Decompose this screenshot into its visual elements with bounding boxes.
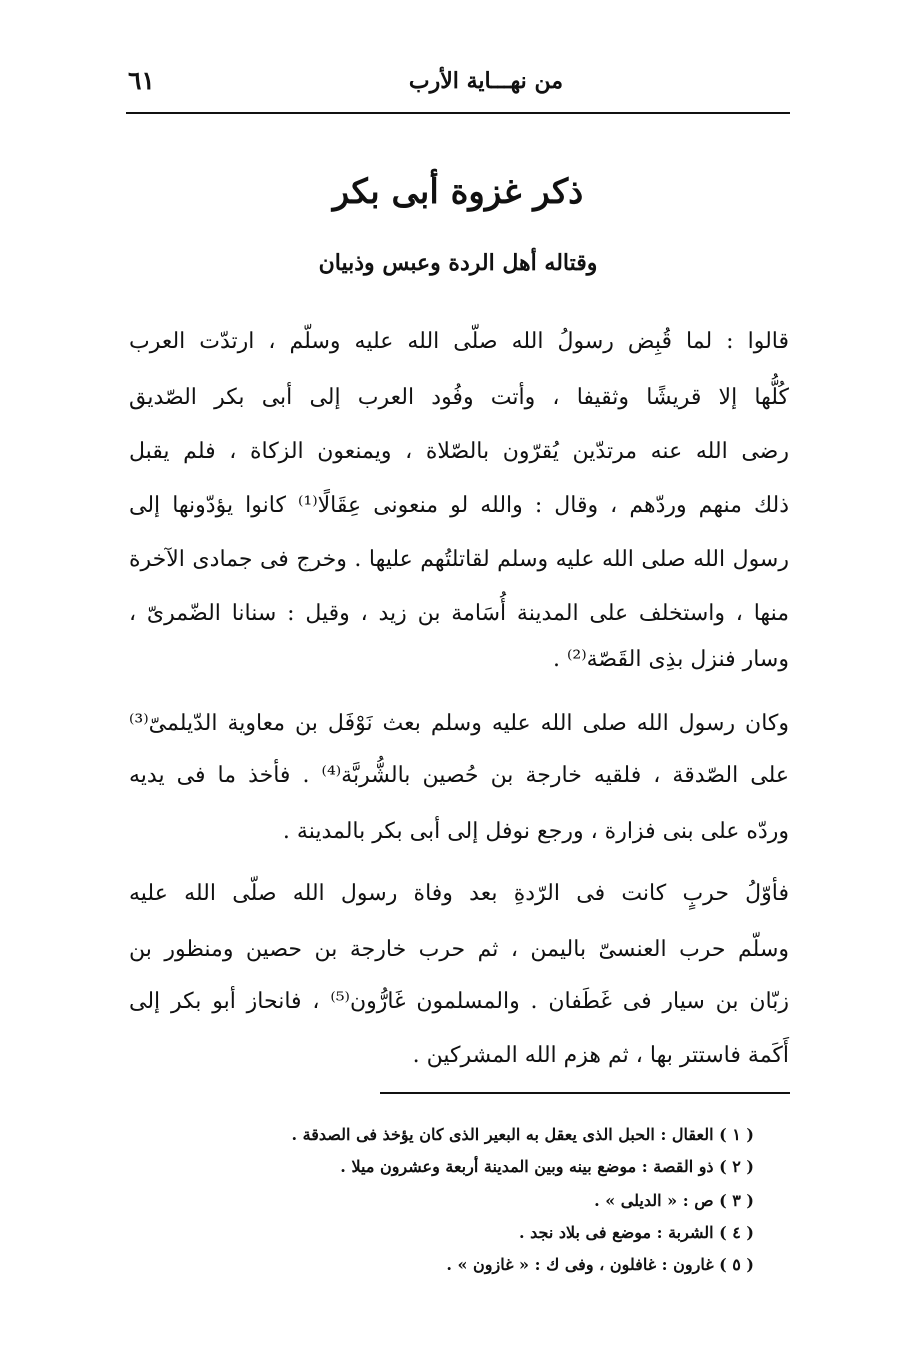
text-line: منها ، واستخلف على المدينة أُسَامة بن زيد ، وقيل : سنانا الضّمرىّ ، <box>129 601 789 626</box>
running-header <box>128 62 788 102</box>
text-line: رسول الله صلى الله عليه وسلم لقاتلتُهم عليها . وخرج فى جمادى الآخرة <box>129 547 789 572</box>
running-title: من نهـــاية الأرب <box>408 68 563 94</box>
text-line: أَكَمة فاستتر بها ، ثم هزم الله المشركين . <box>412 1043 789 1068</box>
header-rule <box>126 112 790 114</box>
text-line: قالوا : لما قُبِض رسولُ الله صلّى الله عليه وسلّم ، ارتدّت العرب <box>129 329 789 354</box>
footnote: ( ٣ ) ص : « الديلى » . <box>594 1191 754 1210</box>
text-line: وكان رسول الله صلى الله عليه وسلم بعث نَوْفَل بن معاوية الدّيلمىّ⁽³⁾ <box>129 711 789 736</box>
page-number: ٦١ <box>128 66 155 95</box>
footnote-rule <box>380 1092 790 1094</box>
text-line: رضى الله عنه مرتدّين يُقرّون بالصّلاة ، ويمنعون الزكاة ، فلم يقبل <box>129 439 789 464</box>
footnote: ( ١ ) العقال : الحبل الذى يعقل به البعير الذى كان يؤخذ فى الصدقة . <box>291 1125 754 1144</box>
text-line: ذلك منهم وردّهم ، وقال : والله لو منعونى عِقَالًا⁽¹⁾ كانوا يؤدّونها إلى <box>129 493 789 518</box>
footnote: ( ٢ ) ذو القصة : موضع بينه وبين المدينة أربعة وعشرون ميلا . <box>340 1157 754 1176</box>
footnote: ( ٤ ) الشربة : موضع فى بلاد نجد . <box>518 1223 754 1242</box>
text-line: كُلُّها إلا قريشًا وثقيفا ، وأتت وفُود العرب إلى أبى بكر الصّديق <box>129 385 789 410</box>
text-line: وسلّم حرب العنسىّ باليمن ، ثم حرب خارجة بن حصين ومنظور بن <box>129 937 789 962</box>
text-line: وردّه على بنى فزارة ، ورجع نوفل إلى أبى بكر بالمدينة . <box>282 819 789 844</box>
footnote: ( ٥ ) غارون : غافلون ، وفى ك : « غازون » . <box>446 1255 754 1274</box>
text-line: وسار فنزل بذِى القَصّة⁽²⁾ . <box>553 647 789 672</box>
text-line: على الصّدقة ، فلقيه خارجة بن حُصين بالشُّربَّة⁽⁴⁾ . فأخذ ما فى يديه <box>129 763 789 788</box>
chapter-subtitle: وقتاله أهل الردة وعبس وذبيان <box>318 250 598 276</box>
text-line: زبّان بن سيار فى غَطَفان . والمسلمون غَارُّون⁽⁵⁾ ، فانحاز أبو بكر إلى <box>129 989 789 1014</box>
chapter-title: ذكر غزوة أبى بكر <box>332 172 584 212</box>
text-line: فأوّلُ حربٍ كانت فى الرّدةِ بعد وفاة رسول الله صلّى الله عليه <box>129 881 789 906</box>
